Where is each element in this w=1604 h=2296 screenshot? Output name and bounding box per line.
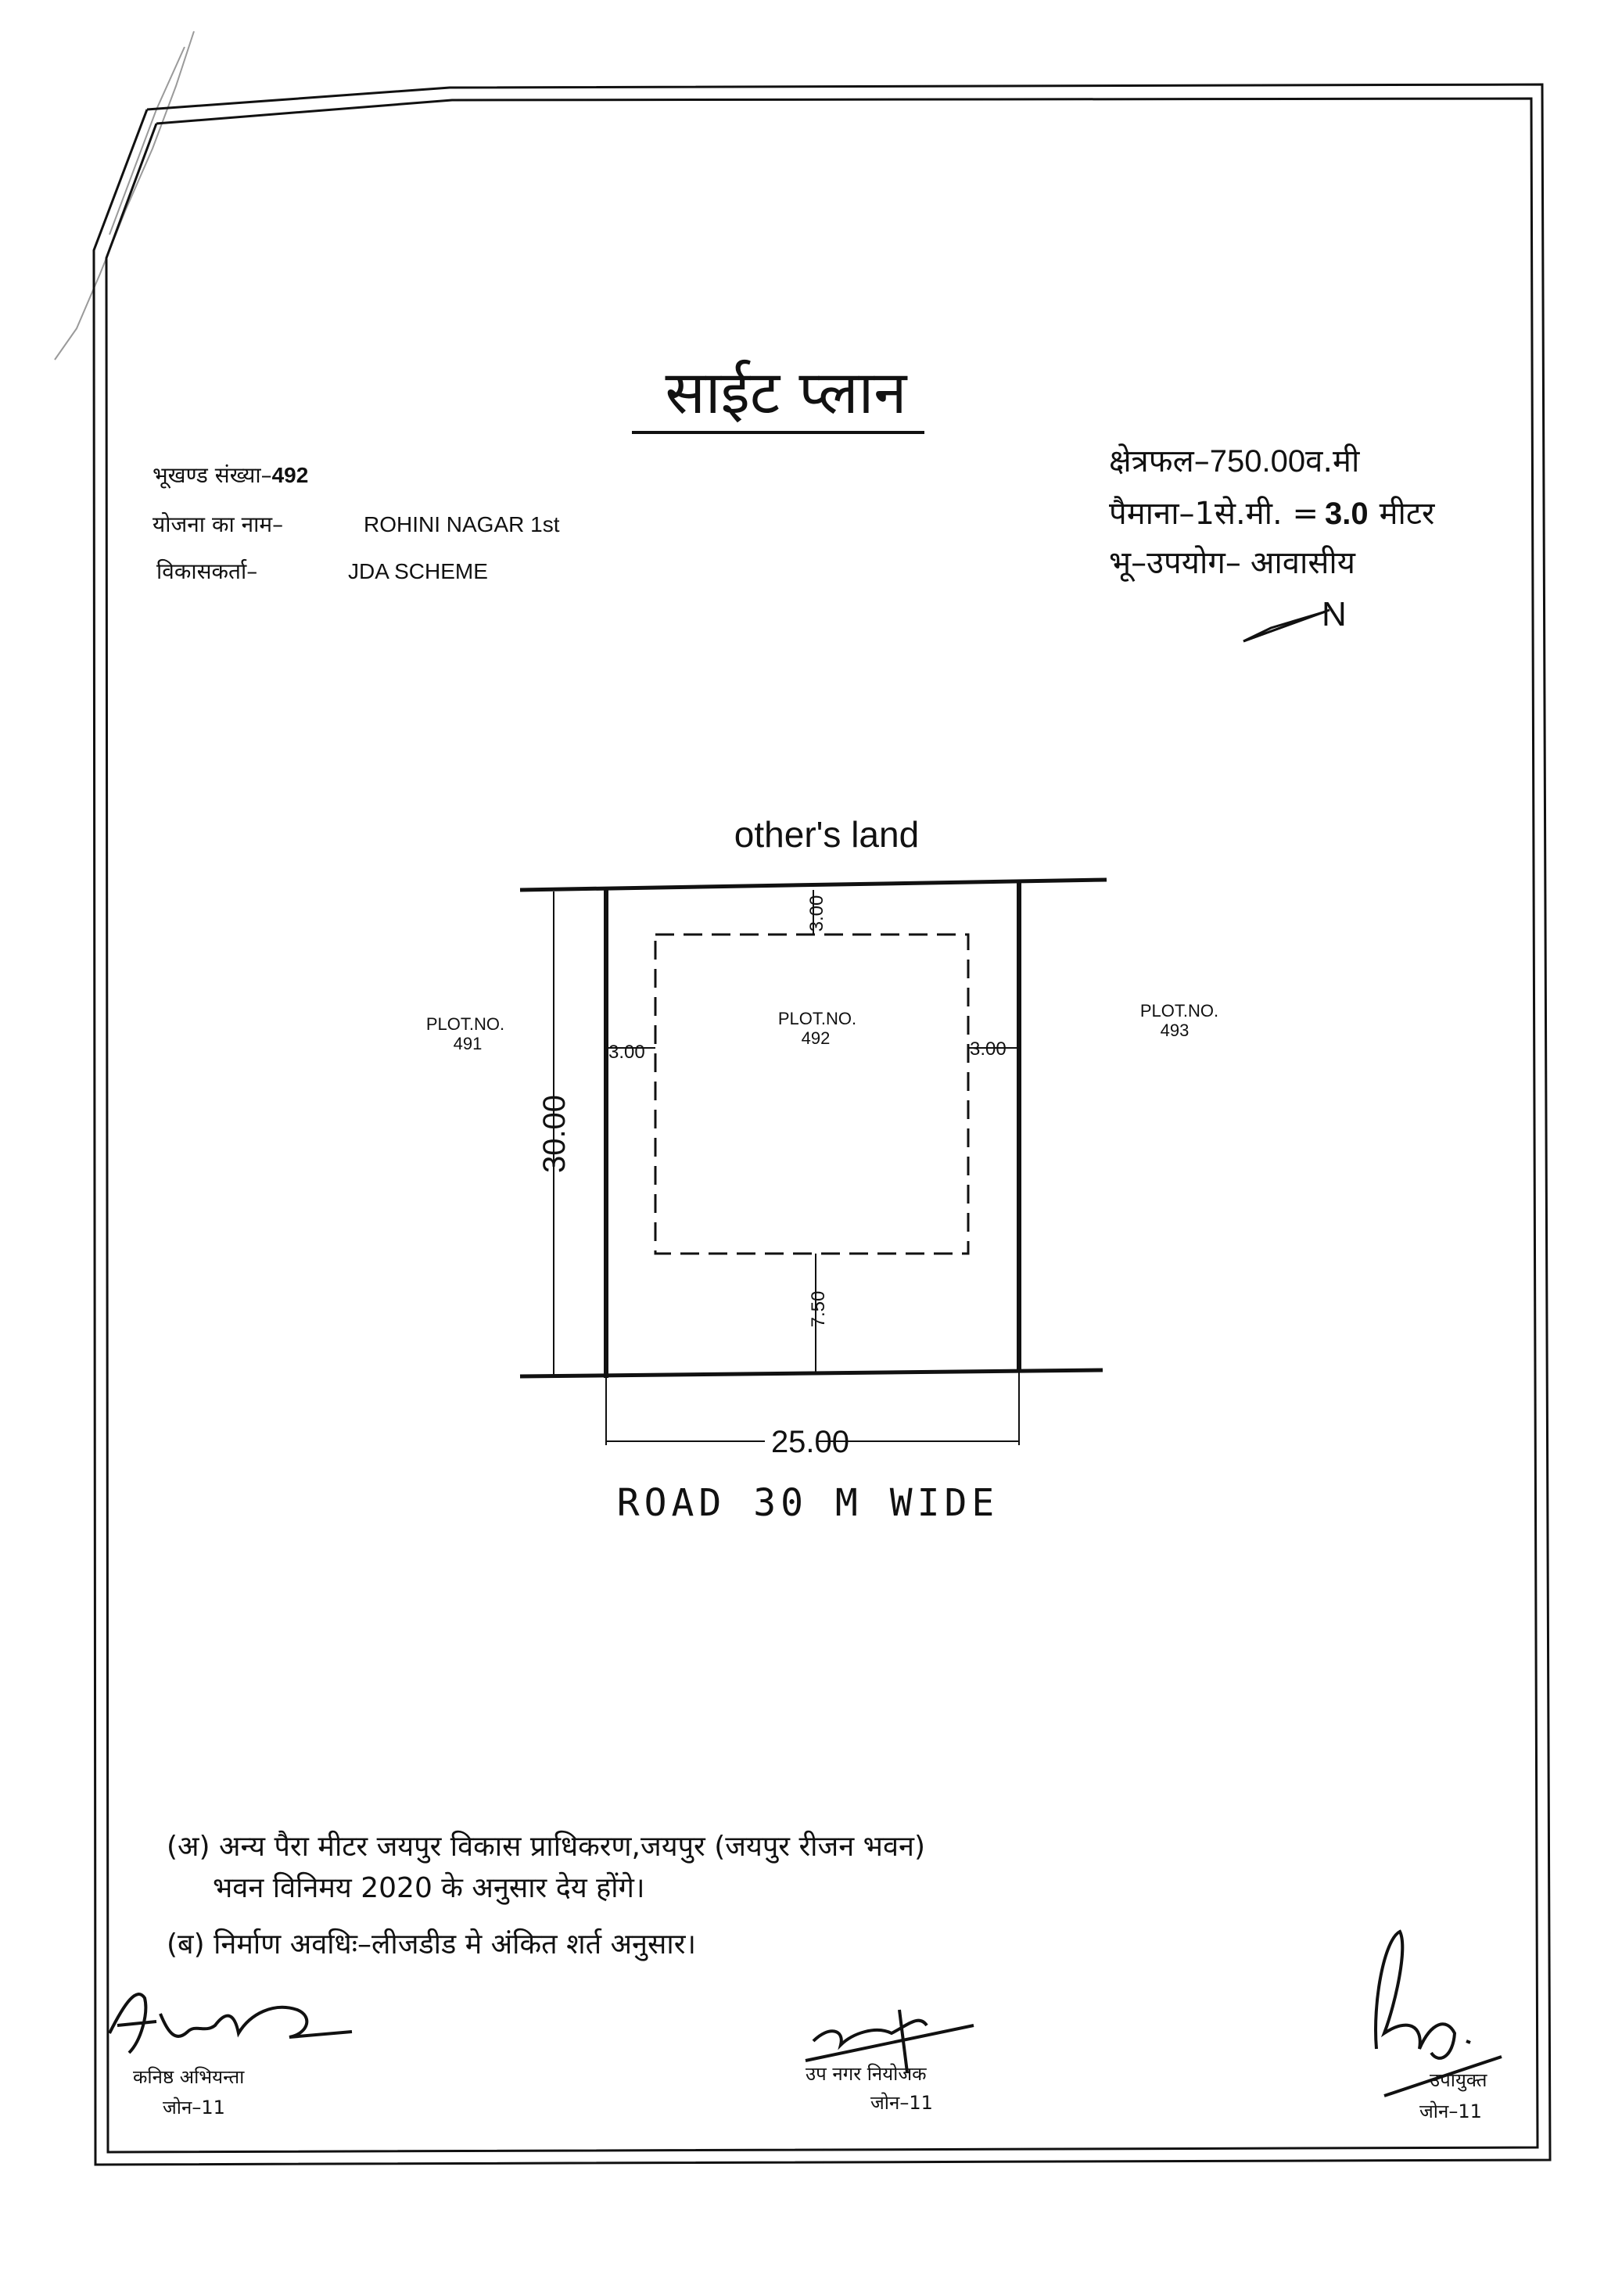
plot-492-number: 492 xyxy=(801,1028,831,1048)
width-dim: 25.00 xyxy=(770,1425,850,1459)
sig1-title: कनिष्ठ अभियन्ता xyxy=(133,2066,245,2088)
dimension-lines xyxy=(554,890,1019,1445)
note-b: (ब) निर्माण अवधिः–लीजडीड मे अंकित शर्त अनुसार। xyxy=(167,1928,697,1961)
landuse-line: भू–उपयोग– आवासीय xyxy=(1109,545,1355,581)
plot-492-label: PLOT.NO. xyxy=(777,1009,857,1028)
road-label: ROAD 30 M WIDE xyxy=(616,1481,999,1525)
plot-491-label: PLOT.NO. xyxy=(425,1014,505,1034)
developer-label: विकासकर्ता– xyxy=(156,558,258,584)
rear-setback-dim: 7.50 xyxy=(808,1290,829,1328)
sig3-title: उपायुक्त xyxy=(1430,2069,1487,2091)
north-label: N xyxy=(1322,595,1347,633)
scale-line: पैमाना–1से.मी. = 3.0 मीटर xyxy=(1109,496,1435,532)
scheme-name-label: योजना का नाम– xyxy=(153,511,284,537)
scan-tear-mark xyxy=(55,31,194,360)
sig3-zone: जोन–11 xyxy=(1419,2100,1482,2122)
scheme-name-value: ROHINI NAGAR 1st xyxy=(364,512,560,536)
north-arrow-icon xyxy=(1243,610,1329,641)
sig1-zone: जोन–11 xyxy=(163,2097,225,2118)
front-setback-dim: 3.00 xyxy=(806,895,827,932)
left-setback-dim: 3.00 xyxy=(608,1042,645,1063)
right-setback-dim: 3.00 xyxy=(970,1039,1007,1060)
building-envelope xyxy=(655,935,968,1254)
plot-number-line: भूखण्ड संख्या–492 xyxy=(153,462,309,488)
developer-value: JDA SCHEME xyxy=(348,559,488,583)
note-a-line1: (अ) अन्य पैरा मीटर जयपुर विकास प्राधिकरण,जयपुर (जयपुर रीजन भवन) xyxy=(167,1831,925,1863)
sig2-title: उप नगर नियोजक xyxy=(806,2063,927,2085)
plot-493-number: 493 xyxy=(1160,1021,1190,1040)
plot-493-label: PLOT.NO. xyxy=(1139,1001,1219,1021)
area-line: क्षेत्रफल–750.00व.मी xyxy=(1109,443,1360,479)
page-title: साईट प्लान xyxy=(665,357,907,427)
plot-491-number: 491 xyxy=(453,1034,483,1053)
others-land-label: other's land xyxy=(734,814,920,855)
note-a-line2: भवन विनिमय 2020 के अनुसार देय होंगे। xyxy=(213,1872,645,1904)
sig2-zone: जोन–11 xyxy=(870,2092,933,2114)
depth-dim: 30.00 xyxy=(537,1094,572,1174)
signature-junior-engineer xyxy=(109,1994,352,2053)
